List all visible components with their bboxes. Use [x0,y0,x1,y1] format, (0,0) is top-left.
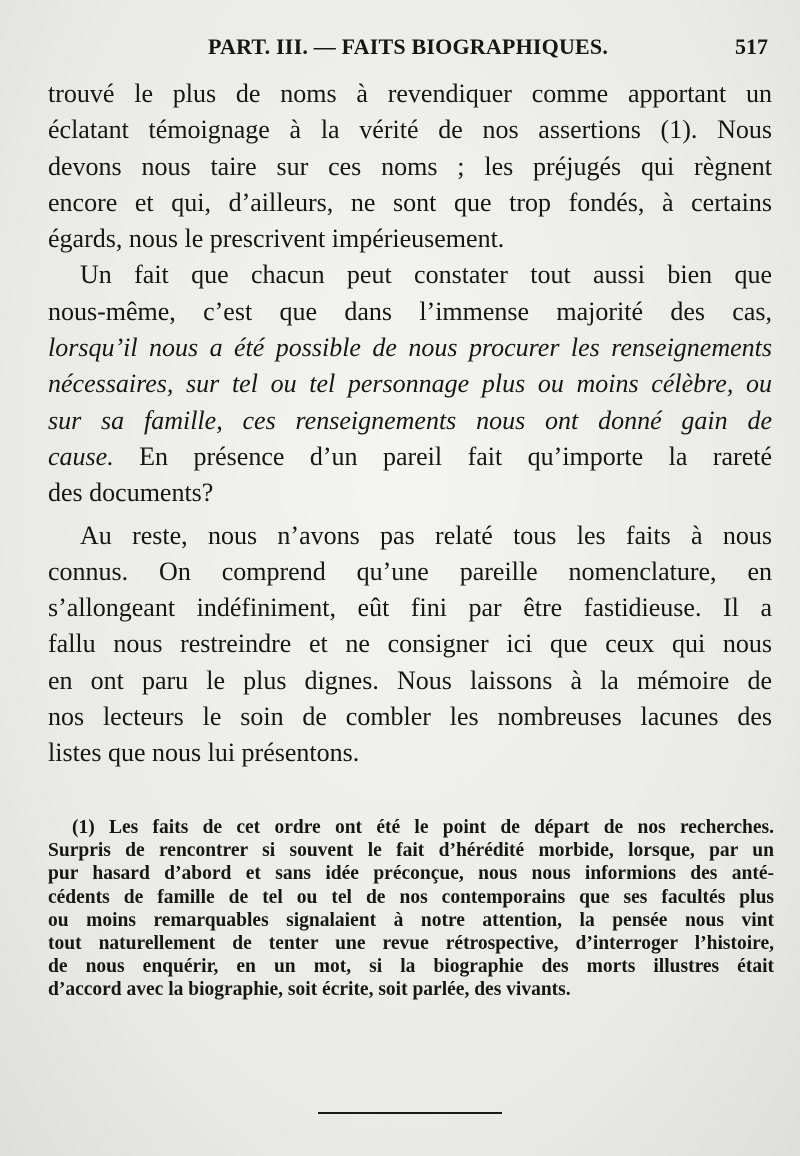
footnote-line: de nous enquérir, en un mot, si la biographie des morts illustres était [48,956,774,978]
footnote-line: ou moins remarquables signalaient à notre attention, la pensée nous vint [48,909,774,931]
footnote-line: Surpris de rencontrer si souvent le fait d’hérédité morbide, lorsque, par un [48,840,774,862]
text-line: nous-même, c’est que dans l’immense majorité des cas, [48,296,772,326]
footnote-line: pur hasard d’abord et sans idée préconçue, nous nous informions des anté- [48,863,774,885]
footnote [48,816,774,1002]
footnote-line: cédents de famille de tel ou tel de nos contemporains que ses facultés plus [48,886,774,908]
text-line: éclatant témoignage à la vérité de nos assertions (1). Nous [48,115,772,145]
italic-text-line: sur sa famille, ces renseignements nous ont donné gain de [48,405,772,435]
text-line: fallu nous restreindre et ne consigner ici que ceux qui nous [48,629,772,659]
italic-text-line: nécessaires, sur tel ou tel personnage plus ou moins célèbre, ou [48,369,772,399]
paragraph-2 [48,257,772,511]
running-title: PART. III. — FAITS BIOGRAPHIQUES. [208,34,609,59]
text-line: Un fait que chacun peut constater tout aussi bien que [80,260,772,290]
footnote-line: d’accord avec la biographie, soit écrite, soit parlée, des vivants. [48,979,571,1001]
italic-word: cause. [48,441,114,471]
text-fragment: En présence d’un pareil fait qu’importe la rareté [113,441,772,471]
main-text [48,76,772,772]
text-line: en ont paru le plus dignes. Nous laissons à la mémoire de [48,665,772,695]
text-line: connus. On comprend qu’une pareille nomenclature, en [48,556,772,586]
text-line [48,439,772,475]
text-line: trouvé le plus de noms à revendiquer comme apportant un [48,79,772,108]
paragraph-1 [48,76,772,257]
footer-rule [318,1112,502,1114]
text-line: devons nous taire sur ces noms ; les préjugés qui règnent [48,151,772,181]
text-line: Au reste, nous n’avons pas relaté tous les faits à nous [80,520,772,550]
italic-text-line: lorsqu’il nous a été possible de nous procurer les renseignements [48,333,772,363]
text-line: nos lecteurs le soin de combler les nombreuses lacunes des [48,702,772,732]
text-line: égards, nous le prescrivent impérieusement. [48,224,505,254]
paragraph-3 [48,518,772,772]
page-header [48,34,768,68]
page-number: 517 [735,34,768,59]
text-line: s’allongeant indéfiniment, eût fini par être fastidieuse. Il a [48,593,772,623]
text-line: des documents? [48,478,214,508]
footnote-line: (1) Les faits de cet ordre ont été le point de départ de nos recherches. [72,817,774,838]
text-line: encore et qui, d’ailleurs, ne sont que trop fondés, à certains [48,187,772,217]
footnote-line: tout naturellement de tenter une revue rétrospective, d’interroger l’histoire, [48,933,774,955]
text-line: listes que nous lui présentons. [48,738,360,768]
